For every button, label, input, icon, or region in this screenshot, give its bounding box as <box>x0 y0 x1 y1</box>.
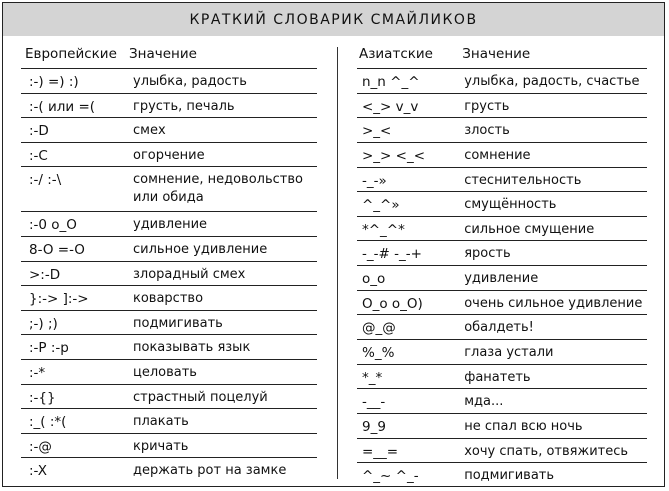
meaning-cell: злость <box>464 123 510 139</box>
meaning-cell: страстный поцелуй <box>133 389 268 405</box>
table-row <box>357 413 647 438</box>
dictionary-table <box>2 2 665 487</box>
emoticon-cell: o_o <box>362 271 386 288</box>
meaning-cell: хочу спать, отвяжитесь <box>464 443 629 459</box>
table-row <box>357 167 647 192</box>
meaning-cell: подмигивать <box>133 315 223 331</box>
table-row <box>357 142 647 167</box>
meaning-cell: очень сильное удивление <box>464 295 643 311</box>
column-divider <box>337 47 338 479</box>
table-row <box>357 68 647 93</box>
table-row <box>357 314 647 339</box>
table-row <box>21 142 317 167</box>
emoticon-cell: O_o o_O) <box>362 295 423 312</box>
meaning-cell: не спал всю ночь <box>464 418 583 434</box>
meaning-cell: сомнение, недовольство или обида <box>133 172 303 206</box>
table-row <box>21 457 317 482</box>
meaning-cell: сильное удивление <box>133 241 268 257</box>
emoticon-cell: =__= <box>362 443 399 460</box>
table-row <box>21 93 317 118</box>
emoticon-cell: *_* <box>362 369 383 386</box>
meaning-cell: улыбка, радость, счастье <box>464 74 640 89</box>
table-row <box>21 68 317 93</box>
table-row <box>357 438 647 463</box>
asian-rows <box>357 68 647 487</box>
emoticon-cell: ^_~ ^_- <box>362 468 419 485</box>
emoticon-cell: -_-» <box>362 172 387 189</box>
table-row <box>21 310 317 335</box>
emoticon-cell: >:-D <box>29 266 61 283</box>
emoticon-cell: :-( или =( <box>29 98 96 115</box>
table-row <box>21 285 317 310</box>
meaning-cell: грусть <box>464 98 510 114</box>
header-emoticon: Азиатские <box>359 46 433 62</box>
meaning-cell: удивление <box>464 271 539 287</box>
header-meaning: Значение <box>462 46 531 62</box>
emoticon-cell: -__- <box>362 394 386 411</box>
emoticon-cell: :-X <box>29 463 47 480</box>
emoticon-cell: <_> v_v <box>362 98 419 115</box>
table-row <box>357 240 647 265</box>
table-row <box>357 388 647 413</box>
emoticon-cell: %_% <box>362 345 395 362</box>
table-row <box>21 211 317 236</box>
emoticon-cell: :-* <box>29 364 46 381</box>
table-row <box>357 290 647 315</box>
meaning-cell: удивление <box>133 217 208 233</box>
meaning-cell: кричать <box>133 438 189 454</box>
meaning-cell: держать рот на замке <box>133 463 287 479</box>
header-meaning: Значение <box>129 46 197 62</box>
emoticon-cell: :-/ :-\ <box>29 172 62 189</box>
asian-header <box>357 43 647 65</box>
table-row <box>357 265 647 290</box>
european-rows <box>21 68 317 482</box>
table-row <box>357 462 647 487</box>
emoticon-cell: @_@ <box>362 320 396 337</box>
meaning-cell: смущённость <box>464 197 557 213</box>
table-row <box>357 191 647 216</box>
emoticon-cell: *^_^* <box>362 221 405 238</box>
table-title: КРАТКИЙ СЛОВАРИК СМАЙЛИКОВ <box>3 3 664 36</box>
table-row <box>21 359 317 384</box>
emoticon-cell: :-{} <box>29 389 56 406</box>
meaning-cell: коварство <box>133 291 204 307</box>
table-row <box>357 364 647 389</box>
header-emoticon: Европейские <box>25 46 117 62</box>
table-row <box>21 408 317 433</box>
table-row <box>21 433 317 458</box>
table-row <box>357 117 647 142</box>
emoticon-cell: >_< <box>362 123 392 140</box>
meaning-cell: обалдеть! <box>464 320 534 336</box>
meaning-cell: мда... <box>464 394 504 410</box>
table-row <box>21 334 317 359</box>
table-row <box>21 261 317 286</box>
meaning-cell: целовать <box>133 364 197 380</box>
emoticon-cell: ^_^» <box>362 197 400 214</box>
emoticon-cell: :_( :*( <box>29 414 67 431</box>
emoticon-cell: :-C <box>29 147 48 164</box>
european-header <box>21 43 317 65</box>
table-row <box>357 93 647 118</box>
emoticon-cell: ;-) ;) <box>29 315 58 332</box>
emoticon-cell: :-D <box>29 123 49 140</box>
table-row <box>21 166 317 211</box>
table-row <box>21 117 317 142</box>
table-row <box>357 216 647 241</box>
meaning-cell: улыбка, радость <box>133 74 247 89</box>
european-column <box>21 43 317 482</box>
emoticon-cell: -_-# -_-+ <box>362 246 422 263</box>
meaning-cell: грусть, печаль <box>133 98 235 114</box>
emoticon-cell: :-) =) :) <box>29 74 79 90</box>
asian-column <box>357 43 647 487</box>
meaning-cell: сомнение <box>464 147 531 163</box>
meaning-cell: плакать <box>133 414 189 430</box>
meaning-cell: злорадный смех <box>133 266 246 282</box>
meaning-cell: смех <box>133 123 166 139</box>
meaning-cell: сильное смущение <box>464 221 595 237</box>
emoticon-cell: n_n ^_^ <box>362 74 420 90</box>
emoticon-cell: 8-O =-O <box>29 241 85 258</box>
meaning-cell: ярость <box>464 246 511 262</box>
meaning-cell: огорчение <box>133 147 205 163</box>
meaning-cell: глаза устали <box>464 345 554 361</box>
table-row <box>21 236 317 261</box>
meaning-cell: стеснительность <box>464 172 582 188</box>
meaning-cell: подмигивать <box>464 468 555 484</box>
table-row <box>21 384 317 409</box>
emoticon-cell: :-0 o_O <box>29 217 77 234</box>
table-row <box>357 339 647 364</box>
meaning-cell: фанатеть <box>464 369 531 385</box>
meaning-cell: показывать язык <box>133 340 251 356</box>
emoticon-cell: >_> <_< <box>362 147 426 164</box>
emoticon-cell: 9_9 <box>362 418 386 435</box>
emoticon-cell: }:-> ]:-> <box>29 291 89 308</box>
emoticon-cell: :-@ <box>29 438 52 455</box>
emoticon-cell: :-P :-p <box>29 340 69 357</box>
